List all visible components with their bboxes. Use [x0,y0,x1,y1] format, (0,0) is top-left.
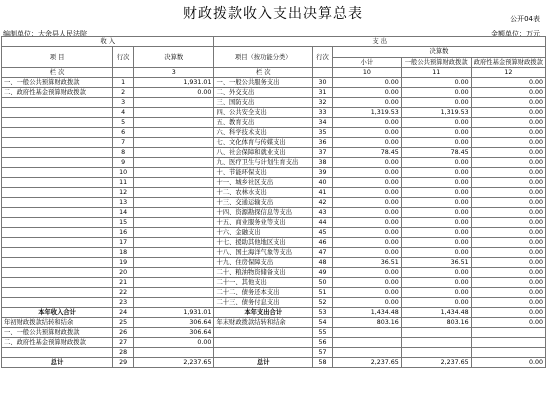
func-item-header: 项目（按功能分类） [214,47,313,68]
gov-fund-cell: 0.00 [471,358,545,368]
income-amount-cell: 0.00 [134,338,214,348]
income-row-no-cell: 18 [113,248,134,258]
expense-item-cell: 六、科学技术支出 [214,128,313,138]
general-budget-cell: 803.16 [401,318,471,328]
general-budget-cell [401,328,471,338]
income-row-no-cell: 19 [113,258,134,268]
table-row [2,278,546,288]
income-amount-cell [134,178,214,188]
general-budget-cell: 0.00 [401,158,471,168]
income-item-cell [2,128,113,138]
subtotal-cell [332,338,401,348]
general-budget-cell: 0.00 [401,78,471,88]
table-row [2,328,546,338]
income-amount-cell [134,158,214,168]
income-row-no-cell: 1 [113,78,134,88]
table-row [2,138,546,148]
report-title: 财政拨款收入支出决算总表 [183,6,363,22]
subtotal-cell: 0.00 [332,268,401,278]
general-budget-cell: 0.00 [401,208,471,218]
compiling-unit: 编制单位：大余县人民法院 [3,30,87,38]
expense-item-cell: 五、教育支出 [214,118,313,128]
gov-fund-cell: 0.00 [471,148,545,158]
subtotal-cell: 0.00 [332,158,401,168]
expense-item-cell: 本年支出合计 [214,308,313,318]
table-row [2,158,546,168]
income-row-no-cell: 8 [113,148,134,158]
table-row [2,228,546,238]
expense-header: 支 出 [214,37,546,47]
table-row [2,178,546,188]
income-item-cell [2,348,113,358]
expense-row-no-cell: 41 [313,188,333,198]
income-item-cell [2,108,113,118]
expense-item-cell: 十九、住房保障支出 [214,258,313,268]
table-row [2,358,546,368]
table-row [2,208,546,218]
income-amount-cell [134,98,214,108]
income-amount-cell [134,138,214,148]
gov-fund-cell: 0.00 [471,258,545,268]
expense-item-cell: 年末财政拨款结转和结余 [214,318,313,328]
income-row-no-cell: 23 [113,298,134,308]
gov-fund-cell: 0.00 [471,98,545,108]
income-amount-cell [134,348,214,358]
gov-fund-cell: 0.00 [471,318,545,328]
income-amount-cell: 1,931.01 [134,308,214,318]
gov-fund-cell: 0.00 [471,138,545,148]
income-item-cell: 二、政府性基金预算财政拨款 [2,338,113,348]
expense-row-no-cell: 51 [313,288,333,298]
table-row [2,268,546,278]
expense-row-no-cell: 37 [313,148,333,158]
general-budget-cell: 1,434.48 [401,308,471,318]
subtotal-cell [332,348,401,358]
income-item-cell: 年初财政拨款结转和结余 [2,318,113,328]
expense-item-cell: 十二、农林水支出 [214,188,313,198]
gov-fund-cell: 0.00 [471,248,545,258]
expense-row-no-cell: 49 [313,268,333,278]
subtotal-cell: 0.00 [332,248,401,258]
general-budget-cell: 0.00 [401,278,471,288]
subtotal-cell: 36.51 [332,258,401,268]
income-amount-cell [134,288,214,298]
gov-fund-cell: 0.00 [471,198,545,208]
income-amount-cell [134,278,214,288]
income-row-no-cell: 13 [113,198,134,208]
income-item-cell [2,258,113,268]
gov-fund-header: 政府性基金预算财政拨款 [471,57,545,68]
income-item-cell [2,118,113,128]
gov-fund-cell: 0.00 [471,228,545,238]
general-budget-cell: 0.00 [401,168,471,178]
income-item-cell [2,158,113,168]
subtotal-cell: 0.00 [332,288,401,298]
expense-item-cell [214,328,313,338]
expense-item-cell: 二十一、其他支出 [214,278,313,288]
income-row-no-cell: 27 [113,338,134,348]
subtotal-header: 小计 [332,57,401,68]
table-row [2,248,546,258]
income-item-cell [2,218,113,228]
general-budget-cell: 0.00 [401,248,471,258]
general-budget-cell: 36.51 [401,258,471,268]
expense-item-cell: 十四、资源勘探信息等支出 [214,208,313,218]
subtotal-cell: 0.00 [332,218,401,228]
income-row-no-cell: 14 [113,208,134,218]
expense-item-cell: 总计 [214,358,313,368]
gov-fund-cell: 0.00 [471,128,545,138]
gov-fund-cell: 0.00 [471,298,545,308]
income-row-no-cell: 11 [113,178,134,188]
subtotal-cell: 0.00 [332,128,401,138]
expense-item-cell: 九、医疗卫生与计划生育支出 [214,158,313,168]
expense-row-no-cell: 56 [313,338,333,348]
general-budget-cell: 0.00 [401,288,471,298]
row-no-header-2: 行次 [313,47,333,68]
table-row [2,288,546,298]
income-row-no-cell: 25 [113,318,134,328]
subtotal-cell: 0.00 [332,168,401,178]
income-amount-cell [134,298,214,308]
expense-item-cell: 七、文化体育与传媒支出 [214,138,313,148]
general-budget-header: 一般公共预算财政拨款 [401,57,471,68]
expense-row-no-cell: 33 [313,108,333,118]
income-row-no-cell: 28 [113,348,134,358]
income-item-cell: 一、一般公共预算财政拨款 [2,328,113,338]
column-number: 3 [134,68,214,78]
income-row-no-cell: 22 [113,288,134,298]
subtotal-cell: 0.00 [332,188,401,198]
general-budget-cell [401,348,471,358]
income-row-no-cell: 3 [113,98,134,108]
table-row [2,118,546,128]
income-amount-cell [134,268,214,278]
table-code: 公开04表 [510,15,540,23]
general-budget-cell: 0.00 [401,178,471,188]
expense-item-cell [214,348,313,358]
gov-fund-cell: 0.00 [471,208,545,218]
gov-fund-cell [471,338,545,348]
table-row [2,298,546,308]
final-amount-header-2: 决算数 [332,47,545,58]
income-item-cell [2,248,113,258]
expense-row-no-cell: 44 [313,218,333,228]
general-budget-cell: 0.00 [401,188,471,198]
expense-row-no-cell: 40 [313,178,333,188]
general-budget-cell: 0.00 [401,88,471,98]
expense-row-no-cell: 45 [313,228,333,238]
subtotal-cell: 0.00 [332,138,401,148]
income-amount-cell [134,218,214,228]
column-number: 11 [401,68,471,78]
general-budget-cell: 0.00 [401,128,471,138]
income-amount-cell: 1,931.01 [134,78,214,88]
general-budget-cell: 0.00 [401,228,471,238]
table-body [2,78,546,368]
table-row [2,98,546,108]
general-budget-cell: 0.00 [401,138,471,148]
table-row [2,168,546,178]
gov-fund-cell [471,348,545,358]
income-header: 收 入 [2,37,214,47]
expense-item-cell: 十、节能环保支出 [214,168,313,178]
income-amount-cell: 306.64 [134,328,214,338]
subtotal-cell: 0.00 [332,238,401,248]
income-amount-cell [134,258,214,268]
expense-row-no-cell: 36 [313,138,333,148]
income-item-cell [2,168,113,178]
expense-row-no-cell: 39 [313,168,333,178]
gov-fund-cell: 0.00 [471,308,545,318]
income-item-cell: 总计 [2,358,113,368]
subtotal-cell: 78.45 [332,148,401,158]
expense-row-no-cell: 34 [313,118,333,128]
table-row [2,258,546,268]
column-number: 12 [471,68,545,78]
expense-row-no-cell: 54 [313,318,333,328]
income-item-cell [2,288,113,298]
income-row-no-cell: 24 [113,308,134,318]
general-budget-cell: 0.00 [401,98,471,108]
income-item-cell: 二、政府性基金预算财政拨款 [2,88,113,98]
gov-fund-cell: 0.00 [471,168,545,178]
income-amount-cell: 0.00 [134,88,214,98]
general-budget-cell [401,338,471,348]
income-row-no-cell: 5 [113,118,134,128]
income-row-no-cell: 29 [113,358,134,368]
column-number: 10 [332,68,401,78]
general-budget-cell: 0.00 [401,298,471,308]
income-row-no-cell: 6 [113,128,134,138]
column-label: 栏 次 [2,68,113,78]
income-row-no-cell: 7 [113,138,134,148]
general-budget-cell: 0.00 [401,268,471,278]
subtotal-cell: 0.00 [332,88,401,98]
table-row [2,338,546,348]
subtotal-cell: 0.00 [332,198,401,208]
expense-row-no-cell: 48 [313,258,333,268]
subtotal-cell: 0.00 [332,208,401,218]
gov-fund-cell: 0.00 [471,78,545,88]
income-amount-cell [134,168,214,178]
income-row-no-cell: 9 [113,158,134,168]
income-row-no-cell: 16 [113,228,134,238]
table-row [2,318,546,328]
income-amount-cell [134,198,214,208]
expense-row-no-cell: 52 [313,298,333,308]
gov-fund-cell: 0.00 [471,118,545,128]
table-row [2,108,546,118]
row-no-header: 行次 [113,47,134,68]
expense-row-no-cell: 58 [313,358,333,368]
income-row-no-cell: 10 [113,168,134,178]
income-item-cell [2,188,113,198]
subtotal-cell [332,328,401,338]
subtotal-cell: 0.00 [332,98,401,108]
gov-fund-cell [471,328,545,338]
gov-fund-cell: 0.00 [471,178,545,188]
gov-fund-cell: 0.00 [471,238,545,248]
gov-fund-cell: 0.00 [471,188,545,198]
income-row-no-cell: 20 [113,268,134,278]
amount-unit: 金额单位：万元 [491,30,540,38]
item-header: 项 目 [2,47,113,68]
subtotal-cell: 1,319.53 [332,108,401,118]
income-row-no-cell: 2 [113,88,134,98]
income-item-cell [2,268,113,278]
gov-fund-cell: 0.00 [471,158,545,168]
income-amount-cell [134,208,214,218]
expense-item-cell: 八、社会保障和就业支出 [214,148,313,158]
expense-item-cell: 一、一般公共服务支出 [214,78,313,88]
income-amount-cell [134,228,214,238]
subtotal-cell: 1,434.48 [332,308,401,318]
subtotal-cell: 0.00 [332,78,401,88]
expense-row-no-cell: 42 [313,198,333,208]
income-amount-cell: 2,237.65 [134,358,214,368]
table-row [2,238,546,248]
income-amount-cell [134,248,214,258]
table-row [2,198,546,208]
income-row-no-cell: 17 [113,238,134,248]
subtotal-cell: 0.00 [332,178,401,188]
expense-row-no-cell: 46 [313,238,333,248]
expense-row-no-cell: 30 [313,78,333,88]
subtotal-cell: 0.00 [332,228,401,238]
gov-fund-cell: 0.00 [471,268,545,278]
expense-item-cell: 二十三、债务付息支出 [214,298,313,308]
expense-item-cell [214,338,313,348]
expense-row-no-cell: 55 [313,328,333,338]
general-budget-cell: 1,319.53 [401,108,471,118]
income-item-cell [2,98,113,108]
general-budget-cell: 0.00 [401,218,471,228]
income-item-cell [2,208,113,218]
income-amount-cell [134,148,214,158]
income-amount-cell [134,188,214,198]
expense-row-no-cell: 50 [313,278,333,288]
expense-item-cell: 二十二、债务还本支出 [214,288,313,298]
general-budget-cell: 2,237.65 [401,358,471,368]
income-item-cell [2,148,113,158]
gov-fund-cell: 0.00 [471,288,545,298]
table-row [2,88,546,98]
expense-row-no-cell: 38 [313,158,333,168]
gov-fund-cell: 0.00 [471,278,545,288]
income-amount-cell [134,108,214,118]
general-budget-cell: 0.00 [401,238,471,248]
gov-fund-cell: 0.00 [471,108,545,118]
column-label-2: 栏 次 [214,68,313,78]
income-item-cell [2,138,113,148]
expense-item-cell: 十七、援助其他地区支出 [214,238,313,248]
income-amount-cell [134,128,214,138]
table-row [2,308,546,318]
expense-item-cell: 十一、城乡社区支出 [214,178,313,188]
expense-item-cell: 十六、金融支出 [214,228,313,238]
subtotal-cell: 0.00 [332,278,401,288]
income-amount-cell: 306.64 [134,318,214,328]
income-row-no-cell: 26 [113,328,134,338]
general-budget-cell: 0.00 [401,198,471,208]
expense-item-cell: 二、外交支出 [214,88,313,98]
expense-item-cell: 四、公共安全支出 [214,108,313,118]
table-row [2,128,546,138]
expense-item-cell: 十八、国土海洋气象等支出 [214,248,313,258]
general-budget-cell: 78.45 [401,148,471,158]
income-row-no-cell: 15 [113,218,134,228]
income-item-cell: 一、一般公共预算财政拨款 [2,78,113,88]
final-amount-header: 决算数 [134,47,214,68]
income-item-cell [2,228,113,238]
subtotal-cell: 0.00 [332,118,401,128]
expense-item-cell: 十五、商业服务业等支出 [214,218,313,228]
table-row [2,188,546,198]
expense-row-no-cell: 47 [313,248,333,258]
expense-row-no-cell: 53 [313,308,333,318]
income-item-cell [2,198,113,208]
table-row [2,78,546,88]
income-item-cell [2,238,113,248]
expense-row-no-cell: 31 [313,88,333,98]
income-row-no-cell: 21 [113,278,134,288]
expense-item-cell: 二十、粮油物资储备支出 [214,268,313,278]
subtotal-cell: 0.00 [332,298,401,308]
income-item-cell [2,278,113,288]
income-row-no-cell: 12 [113,188,134,198]
expense-item-cell: 三、国防支出 [214,98,313,108]
expense-row-no-cell: 43 [313,208,333,218]
table-row [2,218,546,228]
gov-fund-cell: 0.00 [471,88,545,98]
income-amount-cell [134,238,214,248]
expense-item-cell: 十三、交通运输支出 [214,198,313,208]
expense-row-no-cell: 35 [313,128,333,138]
general-budget-cell: 0.00 [401,118,471,128]
subtotal-cell: 2,237.65 [332,358,401,368]
income-item-cell [2,178,113,188]
subtotal-cell: 803.16 [332,318,401,328]
expense-row-no-cell: 32 [313,98,333,108]
table-row [2,148,546,158]
gov-fund-cell: 0.00 [471,218,545,228]
income-amount-cell [134,118,214,128]
income-item-cell [2,298,113,308]
table-row [2,348,546,358]
budget-table [1,36,546,368]
income-row-no-cell: 4 [113,108,134,118]
expense-row-no-cell: 57 [313,348,333,358]
income-item-cell: 本年收入合计 [2,308,113,318]
